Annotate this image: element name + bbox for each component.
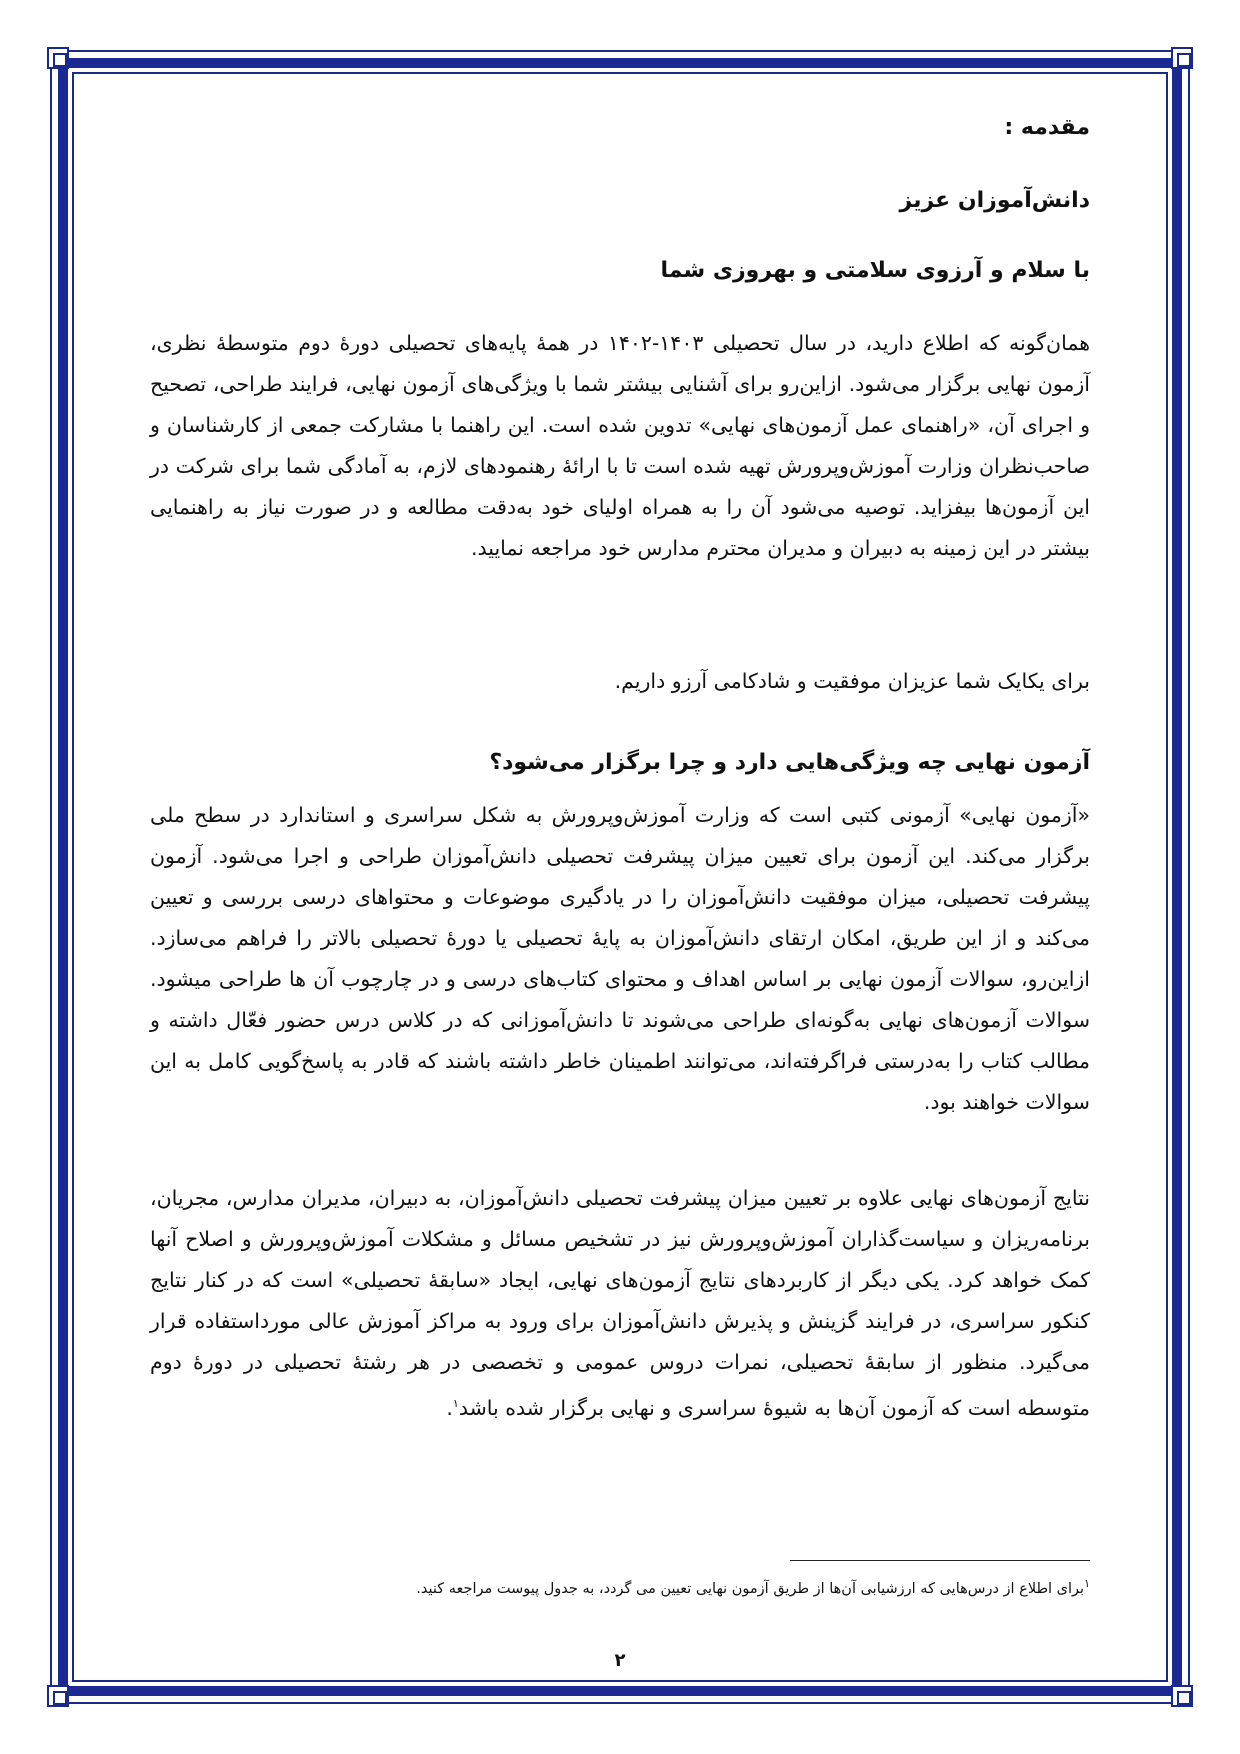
page-number: ۲ [614, 1650, 626, 1671]
footnote-marker: ۱ [1084, 1577, 1090, 1590]
heading-dear-students: دانش‌آموزان عزیز [899, 188, 1090, 213]
footnote-reference: ۱ [452, 1397, 459, 1410]
corner-ornament-bottom-left [47, 1685, 69, 1707]
paragraph-final-exam-definition: «آزمون نهایی» آزمونی کتبی است که وزارت آموزش‌وپرورش به شکل سراسری و استاندارد در سطح ملی برگزار می‌کند. این آزمون برای تعیین میزان پیشرفت تحصیلی دانش‌آموزان طراحی و اجرا می‌شود. آزمون پیشرفت تحصیلی، میزان موفقیت دانش‌آموزان را در یادگیری موضوعات و محتواهای درسی بررسی و تعیین می‌کند و از این طریق، امکان ارتقای دانش‌آموزان به پایهٔ تحصیلی یا دورهٔ تحصیلی بالاتر را فراهم می‌سازد. ازاین‌رو، سوالات آزمون نهایی بر اساس اهداف و محتوای کتاب‌های درسی و در چارچوب آن ها طراحی میشود. سوالات آزمون‌های نهایی به‌گونه‌ای طراحی می‌شوند تا دانش‌آموزانی که در کلاس درس حضور فعّال داشته و مطالب کتاب را به‌درستی فراگرفته‌اند، می‌توانند اطمینان خاطر داشته باشند که قادر به پاسخ‌گویی کامل به این سوالات خواهند بود. [150, 803, 1090, 1114]
corner-ornament-bottom-right [1171, 1685, 1193, 1707]
paragraph-exam-results [150, 1178, 1090, 1429]
heading-final-exam-question: آزمون نهایی چه ویژگی‌هایی دارد و چرا برگزار می‌شود؟ [489, 750, 1090, 775]
footnote [150, 1573, 1090, 1600]
paragraph-intro: همان‌گونه که اطلاع دارید، در سال تحصیلی ۱۴۰۳-۱۴۰۲ در همهٔ پایه‌های تحصیلی دورهٔ دوم متوسطهٔ نظری، آزمون نهایی برگزار می‌شود. ازاین‌رو برای آشنایی بیشتر شما با ویژگی‌های آزمون نهایی، فرایند طراحی، تصحیح و اجرای آن، «راهنمای عمل آزمون‌های نهایی» تدوین شده است. این راهنما با مشارکت جمعی از کارشناسان و صاحب‌نظران وزارت آموزش‌وپرورش تهیه شده است تا با ارائهٔ رهنمودهای لازم، به آمادگی شما برای شرکت در این آزمون‌ها بیفزاید. توصیه می‌شود آن را به همراه اولیای خود به‌دقت مطالعه و در صورت نیاز به راهنمایی بیشتر در این زمینه به دبیران و مدیران محترم مدارس خود مراجعه نمایید. [150, 331, 1091, 560]
page-content [150, 95, 1091, 1671]
paragraph-exam-results-text: نتایج آزمون‌های نهایی علاوه بر تعیین میزان پیشرفت تحصیلی دانش‌آموزان، به دبیران، مدیران مدارس، مجریان، برنامه‌ریزان و سیاست‌گذاران آموزش‌وپرورش نیز در تشخیص مسائل و مشکلات آموزش‌وپرورش و اصلاح آنها کمک خواهد کرد. یکی دیگر از کاربردهای نتایج آزمون‌های نهایی، ایجاد «سابقهٔ تحصیلی» است که در کنار نتایج کنکور سراسری، در فرایند گزینش و پذیرش دانش‌آموزان برای ورود به مراکز آموزش عالی مورداستفاده قرار می‌گیرد. منظور از سابقهٔ تحصیلی، نمرات دروس عمومی و تخصصی در هر رشتهٔ تحصیلی در دورهٔ دوم متوسطه است که آزمون آن‌ها به شیوهٔ سراسری و نهایی برگزار شده باشد [150, 1186, 1090, 1420]
corner-ornament-top-left [47, 47, 69, 69]
heading-introduction: مقدمه : [1004, 115, 1090, 140]
corner-ornament-top-right [1171, 47, 1193, 69]
heading-greeting: با سلام و آرزوی سلامتی و بهروزی شما [660, 258, 1090, 283]
footnote-separator [790, 1560, 1090, 1561]
paragraph-wishes: برای یکایک شما عزیزان موفقیت و شادکامی آرزو داریم. [614, 669, 1090, 693]
paragraph-exam-results-end: . [446, 1395, 453, 1420]
footnote-text: برای اطلاع از درس‌هایی که ارزشیابی آن‌ها از طریق آزمون نهایی تعیین می گردد، به جدول پیوست مراجعه کنید. [416, 1580, 1085, 1597]
